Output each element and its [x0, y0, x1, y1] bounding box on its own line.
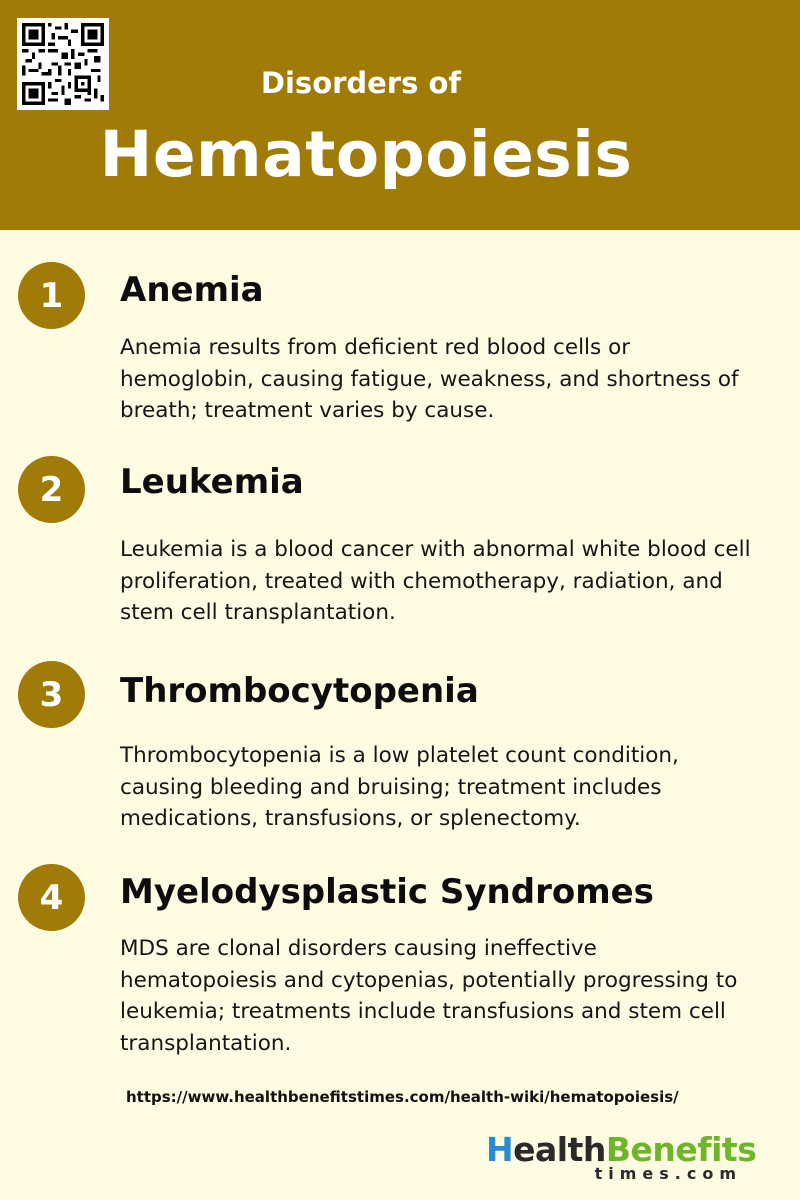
item-number-badge: 3 [18, 661, 85, 728]
item-description: MDS are clonal disorders causing ineffective hematopoiesis and cytopenias, potentially progressing to leukemia; treatments include transfusions and stem cell transplantation. [120, 936, 738, 1056]
item-title: Anemia [120, 270, 264, 310]
item-number-badge: 4 [18, 864, 85, 931]
item-description: Anemia results from deficient red blood cells or hemoglobin, causing fatigue, weakness, and shortness of breath; treatment varies by cause. [120, 335, 739, 423]
item-number-badge: 1 [18, 262, 85, 329]
item-description: Thrombocytopenia is a low platelet count condition, causing bleeding and bruising; treatment includes medications, transfusions, or splenectomy. [120, 743, 679, 831]
logo-subtext: times.com [594, 1164, 742, 1183]
logo-ealth: ealth [513, 1130, 606, 1169]
header-title: Hematopoiesis [99, 118, 633, 191]
item-number-badge: 2 [18, 456, 85, 523]
item-title: Myelodysplastic Syndromes [120, 872, 654, 912]
logo-benefits: Benefits [605, 1130, 757, 1169]
brand-logo[interactable] [486, 1130, 757, 1190]
header-subtitle: Disorders of [260, 66, 462, 100]
item-description: Leukemia is a blood cancer with abnormal white blood cell proliferation, treated with chemotherapy, radiation, and stem cell transplantation. [120, 537, 751, 625]
header-banner [0, 0, 800, 230]
item-title: Thrombocytopenia [120, 671, 479, 711]
source-link[interactable]: https://www.healthbenefitstimes.com/health-wiki/hematopoiesis/ [126, 1088, 679, 1106]
item-title: Leukemia [120, 462, 304, 502]
logo-h: H [486, 1130, 514, 1169]
